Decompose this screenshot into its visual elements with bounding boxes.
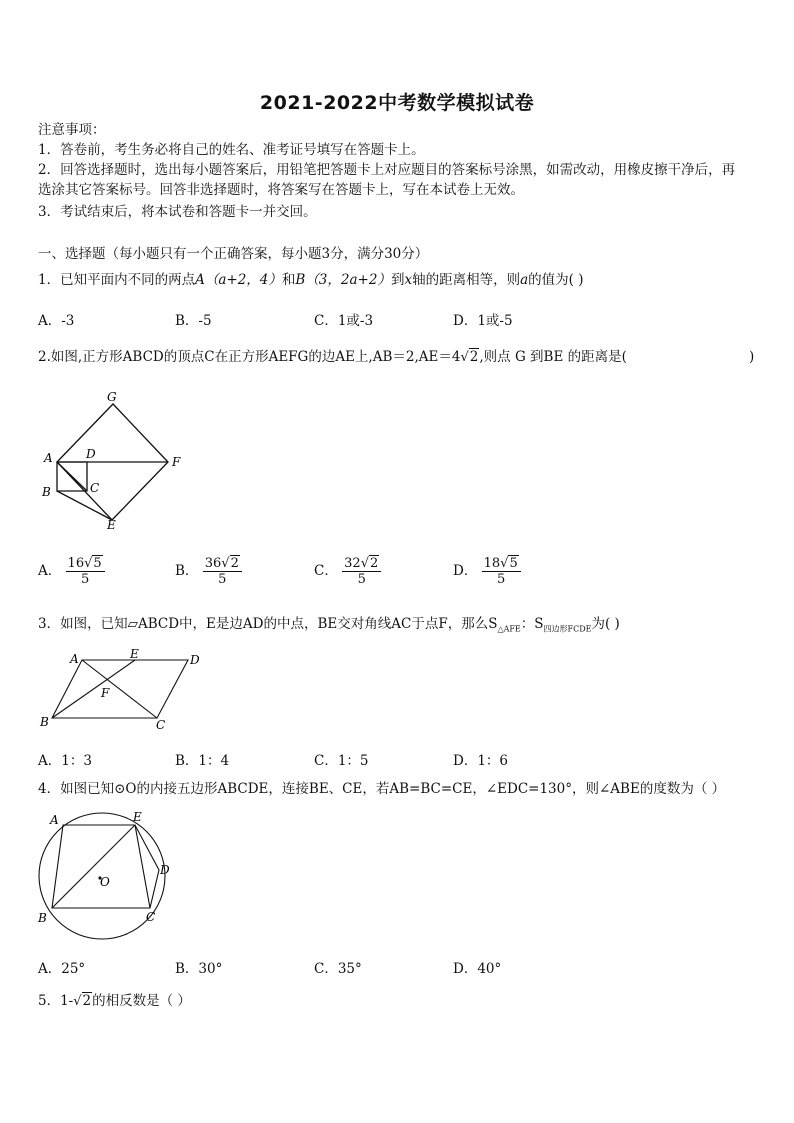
radicand: 2 (230, 556, 239, 571)
option-letter: A． (38, 563, 62, 579)
q2-figure (36, 386, 196, 536)
q1-option-d[interactable]: D．1或-5 (453, 313, 513, 329)
q3-text: ：S (520, 616, 544, 632)
notice-item-2a: 2．回答选择题时，选出每小题答案后，用铅笔把答题卡上对应题目的答案标号涂黑，如需改动，用橡皮擦干净后，再 (38, 162, 736, 178)
label-e: E (107, 518, 116, 532)
q2-option-c[interactable] (314, 556, 381, 587)
q4-option-d[interactable]: D．40° (453, 961, 502, 977)
q4-option-b[interactable]: B．30° (175, 961, 223, 977)
fraction: $\frac{32√2}{5}$ (342, 556, 381, 587)
q3-sub-afe: △AFE (497, 624, 521, 634)
q3-option-b[interactable]: B．1：4 (175, 753, 230, 769)
question-1 (38, 270, 583, 290)
label-a: A (50, 813, 59, 827)
radicand: 5 (509, 556, 518, 571)
numerator: 18 (483, 556, 501, 571)
q3-option-d[interactable]: D．1：6 (453, 753, 509, 769)
q2-option-d[interactable] (453, 556, 521, 587)
numerator: 36 (204, 556, 222, 571)
section-heading: 一、选择题（每小题只有一个正确答案，每小题3分，满分30分） (38, 246, 429, 262)
line-be (52, 825, 135, 908)
denominator: 5 (218, 572, 227, 587)
fraction: $\frac{16√5}{5}$ (66, 556, 105, 587)
numerator: 32 (344, 556, 361, 571)
question-5: 5．1-√2的相反数是（ ） (38, 993, 191, 1009)
notice-item-2b: 选涂其它答案标号。回答非选择题时，将答案写在答题卡上，写在本试卷上无效。 (38, 182, 524, 198)
q5-text: 5．1- (38, 993, 74, 1009)
q3-option-c[interactable]: C．1：5 (314, 753, 369, 769)
q1-text: 1．已知平面内不同的两点 (38, 272, 196, 288)
q4-option-a[interactable]: A．25° (38, 961, 86, 977)
q1-point-b: B（3，2a+2） (295, 272, 391, 288)
question-3 (38, 614, 620, 640)
page-title: 2021-2022中考数学模拟试卷 (259, 92, 535, 114)
option-letter: B． (175, 563, 199, 579)
option-letter: C． (314, 563, 338, 579)
label-e: E (133, 810, 142, 824)
q3-text: 3．如图，已知▱ABCD中，E是边AD的中点，BE交对角线AC于点F，那么S (38, 616, 498, 632)
q1-point-a: A（a+2，4） (195, 272, 282, 288)
q3-option-a[interactable]: A．1：3 (38, 753, 92, 769)
q1-text: 和 (281, 272, 296, 288)
label-a: A (70, 652, 79, 666)
label-f: F (101, 686, 110, 700)
q3-sub-fcde: 四边形FCDE (543, 624, 592, 634)
radicand: 5 (93, 556, 102, 571)
q2-sqrt: 2 (469, 349, 479, 365)
label-e: E (130, 647, 139, 661)
line-be (57, 491, 112, 520)
q2-option-b[interactable] (175, 556, 242, 587)
label-c: C (146, 910, 156, 924)
line-ce (135, 825, 150, 908)
q1-option-c[interactable]: C．1或-3 (314, 313, 374, 329)
q2-option-a[interactable] (38, 556, 105, 587)
label-o: O (100, 875, 110, 889)
q2-text: ,则点 G 到BE 的距离是( (479, 349, 627, 365)
question-4: 4．如图已知⊙O的内接五边形ABCDE，连接BE、CE，若AB=BC=CE，∠EDC=130°，则∠ABE的度数为（ ） (38, 781, 726, 797)
option-letter: D． (453, 563, 478, 579)
q1-text: 的值为( ) (528, 272, 584, 288)
radicand: 2 (369, 556, 379, 571)
numerator: 16 (67, 556, 85, 571)
q5-sqrt: 2 (82, 993, 92, 1009)
q2-close-paren: ) (749, 349, 755, 365)
q1-text: 到 (390, 272, 405, 288)
question-2: 2.如图,正方形ABCD的顶点C在正方形AEFG的边AE上,AB＝2,AE＝4√2,则点 G 到BE 的距离是( (38, 349, 627, 365)
line-ac (57, 462, 87, 491)
label-f: F (172, 455, 181, 469)
notice-item-1: 1．答卷前，考生务必将自己的姓名、准考证号填写在答题卡上。 (38, 142, 425, 158)
label-c: C (156, 718, 166, 732)
notice-heading: 注意事项： (38, 122, 106, 138)
q1-option-a[interactable]: A．-3 (38, 313, 75, 329)
label-a: A (44, 451, 53, 465)
notice-item-3: 3．考试结束后，将本试卷和答题卡一并交回。 (38, 204, 317, 220)
label-d: D (86, 447, 96, 461)
q1-option-b[interactable]: B．-5 (175, 313, 212, 329)
q4-figure (30, 808, 180, 944)
label-g: G (107, 390, 117, 404)
label-d: D (190, 653, 200, 667)
q3-figure (36, 646, 216, 736)
fraction: $\frac{18√5}{5}$ (482, 556, 521, 587)
q2-text: 2.如图,正方形ABCD的顶点C在正方形AEFG的边AE上,AB＝2,AE＝4 (38, 349, 461, 365)
label-b: B (40, 715, 49, 729)
fraction: $\frac{36√2}{5}$ (203, 556, 242, 587)
q5-text: 的相反数是（ ） (92, 993, 191, 1009)
denominator: 5 (357, 572, 366, 587)
denominator: 5 (80, 572, 90, 587)
label-c: C (90, 481, 100, 495)
q1-text: 轴的距离相等，则 (412, 272, 521, 288)
label-b: B (38, 911, 47, 925)
label-b: B (42, 485, 51, 499)
q1-var-a: a (520, 272, 529, 288)
q1-var-x: x (404, 272, 413, 288)
q4-option-c[interactable]: C．35° (314, 961, 362, 977)
label-d: D (160, 863, 170, 877)
denominator: 5 (497, 572, 506, 587)
q3-text: 为( ) (591, 616, 620, 632)
